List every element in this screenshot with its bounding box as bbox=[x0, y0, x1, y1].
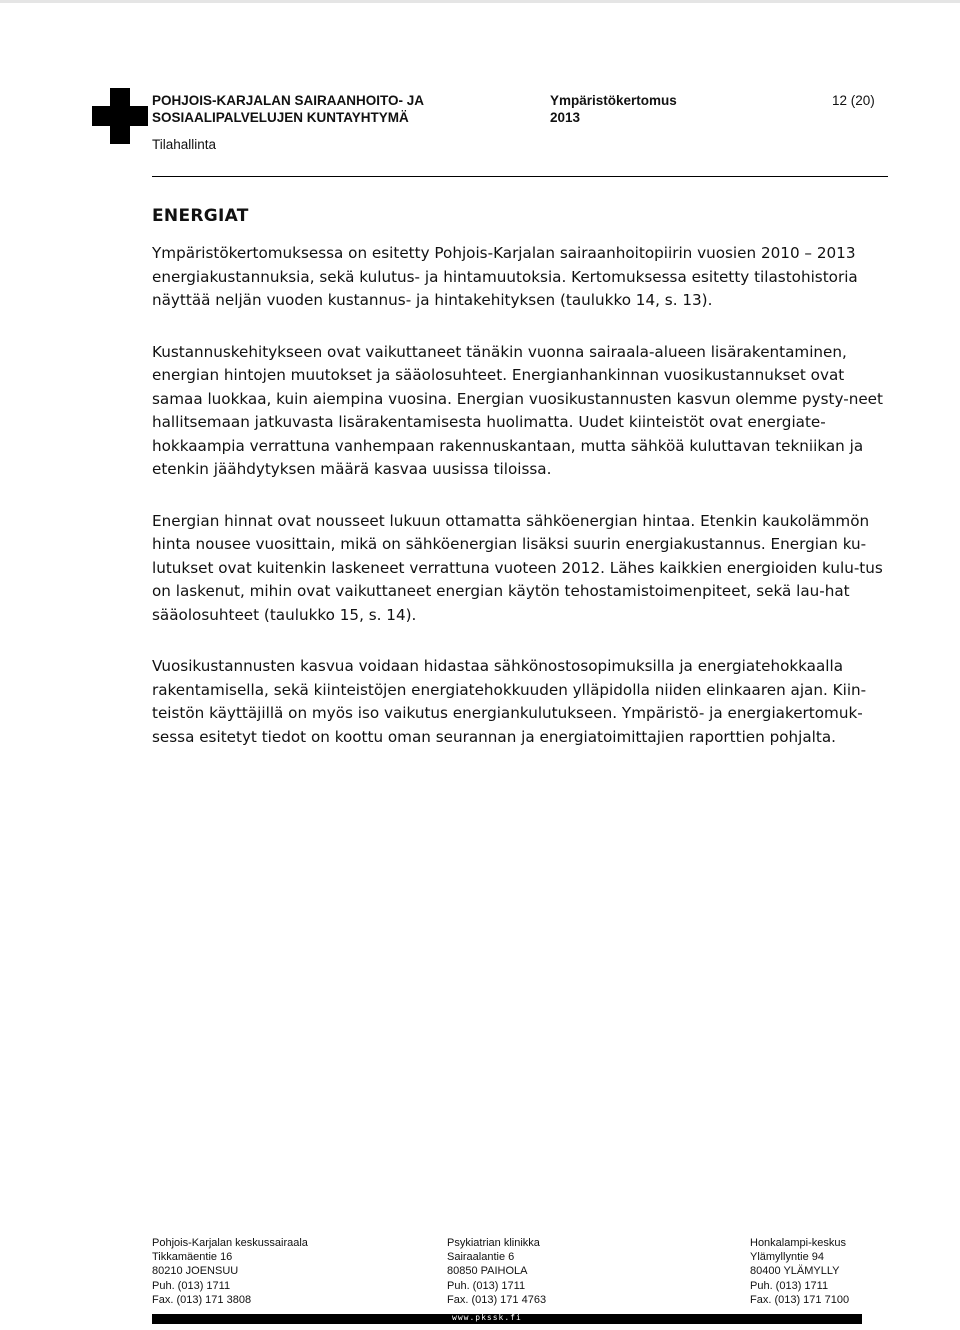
header-divider bbox=[152, 176, 888, 177]
org-name-line-1: POHJOIS-KARJALAN SAIRAANHOITO- JA bbox=[152, 93, 425, 108]
footer-bar bbox=[152, 1314, 862, 1324]
footer-address-block bbox=[152, 1236, 308, 1307]
footer-city: 80400 YLÄMYLLY bbox=[750, 1265, 840, 1278]
body-text bbox=[152, 242, 892, 749]
footer-fax: Fax. (013) 171 4763 bbox=[447, 1293, 547, 1306]
cross-logo-icon bbox=[92, 88, 148, 144]
footer-street: Tikkamäentie 16 bbox=[152, 1251, 233, 1264]
paragraph: Energian hinnat ovat nousseet lukuun ottamatta sähköenergian hintaa. Etenkin kaukolämmön hinta nousee vuosittain, mikä on sähköenergian lisäksi suurin energiakustannus. Energian ku-lutukset ovat kuitenkin laskeneet verrattuna vuoteen 2012. Lähes kaikkien energioiden kulu-tus on laskenut, mihin ovat vaikuttaneet energian käytön tehostamistoimenpiteet, sekä lau-hat sääolosuhteet (taulukko 15, s. 14). bbox=[152, 511, 883, 624]
footer-city: 80210 JOENSUU bbox=[152, 1265, 239, 1278]
footer-city: 80850 PAIHOLA bbox=[447, 1265, 528, 1278]
paragraph: Vuosikustannusten kasvua voidaan hidastaa sähkönostosopimuksilla ja energiatehokkaalla rakentamisella, sekä kiinteistöjen energiatehokkuuden ylläpidolla niiden elinkaaren ajan. Kiin-teistön käyttäjillä on myös iso vaikutus energiankulutukseen. Ympäristö- ja energiakertomuk-sessa esitetyt tiedot on koottu oman seurannan ja energiatoimittajien raporttien pohjalta. bbox=[152, 657, 867, 746]
document-year: 2013 bbox=[550, 110, 581, 125]
top-edge-line bbox=[0, 0, 960, 3]
organization-name bbox=[152, 92, 424, 126]
page-number: 12 (20) bbox=[832, 93, 875, 108]
footer-address-block bbox=[447, 1236, 546, 1307]
footer-street: Sairaalantie 6 bbox=[447, 1251, 515, 1264]
footer-phone: Puh. (013) 1711 bbox=[750, 1279, 829, 1292]
footer-website-link[interactable]: www.pkssk.fi bbox=[452, 1313, 522, 1322]
footer-address-block bbox=[750, 1236, 849, 1307]
document-title-text: Ympäristökertomus bbox=[550, 93, 677, 108]
org-name-line-2: SOSIAALIPALVELUJEN KUNTAYHTYMÄ bbox=[152, 110, 409, 125]
footer-phone: Puh. (013) 1711 bbox=[152, 1279, 231, 1292]
document-title bbox=[550, 92, 677, 126]
footer-site-name: Psykiatrian klinikka bbox=[447, 1237, 540, 1249]
section-heading: ENERGIAT bbox=[152, 206, 249, 226]
footer-site-name: Honkalampi-keskus bbox=[750, 1237, 846, 1249]
footer-site-name: Pohjois-Karjalan keskussairaala bbox=[152, 1237, 308, 1249]
department-name: Tilahallinta bbox=[152, 137, 217, 152]
footer-street: Ylämyllyntie 94 bbox=[750, 1251, 824, 1264]
footer-fax: Fax. (013) 171 7100 bbox=[750, 1293, 850, 1306]
footer-fax: Fax. (013) 171 3808 bbox=[152, 1293, 252, 1306]
footer-phone: Puh. (013) 1711 bbox=[447, 1279, 526, 1292]
paragraph: Ympäristökertomuksessa on esitetty Pohjois-Karjalan sairaanhoitopiirin vuosien 2010 – 2013 energiakustannuksia, sekä kulutus- ja hintamuutoksia. Kertomuksessa esitetty tilastohistoria näyttää neljän vuoden kustannus- ja hintakehityksen (taulukko 14, s. 13). bbox=[152, 244, 858, 309]
paragraph: Kustannuskehitykseen ovat vaikuttaneet tänäkin vuonna sairaala-alueen lisärakentaminen, energian hintojen muutokset ja sääolosuhteet. Energianhankinnan vuosikustannukset ovat samaa luokkaa, kuin aiempina vuosina. Energian vuosikustannusten kasvun olemme pysty-neet hallitsemaan jatkuvasta lisärakentamisesta huolimatta. Uudet kiinteistöt ovat energiate-hokkaampia verrattuna vanhempaan rakennuskantaan, mutta sähköä kuluttavan tekniikan ja etenkin jäähdytyksen määrä kasvaa uusissa tiloissa. bbox=[152, 342, 883, 478]
